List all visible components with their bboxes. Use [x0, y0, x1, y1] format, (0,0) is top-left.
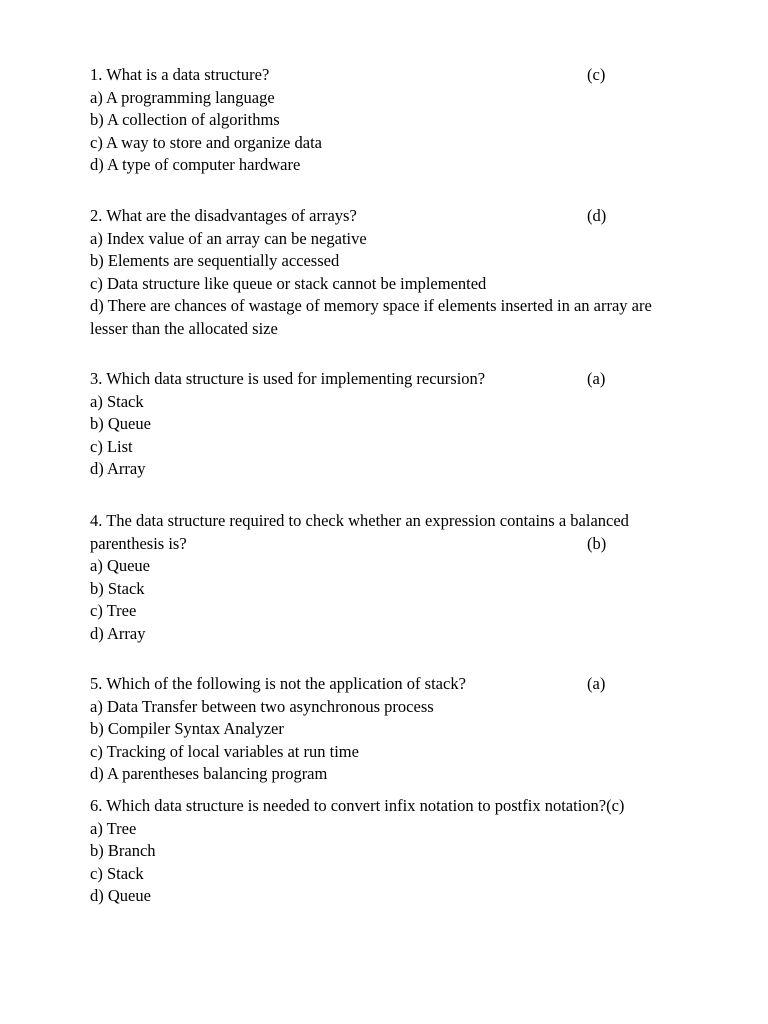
- answer-key: (c): [587, 65, 606, 84]
- question-line: [90, 673, 680, 696]
- option-a: a) Index value of an array can be negative: [90, 228, 367, 248]
- question-line: [90, 368, 680, 391]
- option-d: d) There are chances of wastage of memory space if elements inserted in an array are lesser than the allocated size: [90, 296, 652, 338]
- option-b: b) Elements are sequentially accessed: [90, 251, 340, 270]
- option-d: d) A parentheses balancing program: [90, 764, 328, 783]
- question-line-2: [90, 533, 680, 556]
- option-c: c) A way to store and organize data: [90, 132, 322, 152]
- question-line: [90, 64, 680, 87]
- option-c: c) List: [90, 436, 133, 456]
- question-text: 5. Which of the following is not the application of stack?: [90, 674, 466, 693]
- option-b: b) Stack: [90, 578, 145, 598]
- option-b: b) A collection of algorithms: [90, 110, 280, 129]
- option-a: a) Queue: [90, 556, 151, 575]
- option-c: c) Stack: [90, 863, 144, 883]
- option-d: d) Array: [90, 459, 146, 478]
- option-a: a) Data Transfer between two asynchronous process: [90, 696, 434, 716]
- option-c: c) Tracking of local variables at run time: [90, 741, 359, 761]
- question-block-2: [90, 205, 680, 340]
- question-text: 3. Which data structure is used for implementing recursion?: [90, 369, 486, 388]
- option-c: c) Data structure like queue or stack cannot be implemented: [90, 273, 487, 293]
- question-block-6: [90, 795, 680, 908]
- answer-key: (d): [587, 206, 607, 225]
- question-block-1: [90, 64, 680, 177]
- question-block-3: [90, 368, 680, 481]
- option-a: a) Stack: [90, 391, 144, 411]
- answer-key: (a): [587, 674, 606, 693]
- question-text: 1. What is a data structure?: [90, 65, 270, 84]
- option-b: b) Queue: [90, 414, 151, 433]
- option-b: b) Branch: [90, 841, 156, 860]
- option-c: c) Tree: [90, 601, 137, 620]
- question-line: [90, 205, 680, 228]
- answer-key: (b): [587, 533, 607, 553]
- option-d: d) Queue: [90, 886, 151, 905]
- question-text: 2. What are the disadvantages of arrays?: [90, 206, 357, 225]
- option-b: b) Compiler Syntax Analyzer: [90, 719, 284, 738]
- option-a: a) Tree: [90, 818, 137, 838]
- question-block-5: [90, 673, 680, 786]
- question-line-1: 4. The data structure required to check whether an expression contains a balanced: [90, 511, 629, 530]
- option-d: d) Array: [90, 623, 146, 643]
- question-block-4: [90, 510, 680, 645]
- question-line: 6. Which data structure is needed to convert infix notation to postfix notation?(c): [90, 796, 625, 815]
- option-d: d) A type of computer hardware: [90, 155, 301, 174]
- answer-key: (a): [587, 369, 606, 388]
- question-text: parenthesis is?: [90, 533, 187, 553]
- option-a: a) A programming language: [90, 87, 275, 107]
